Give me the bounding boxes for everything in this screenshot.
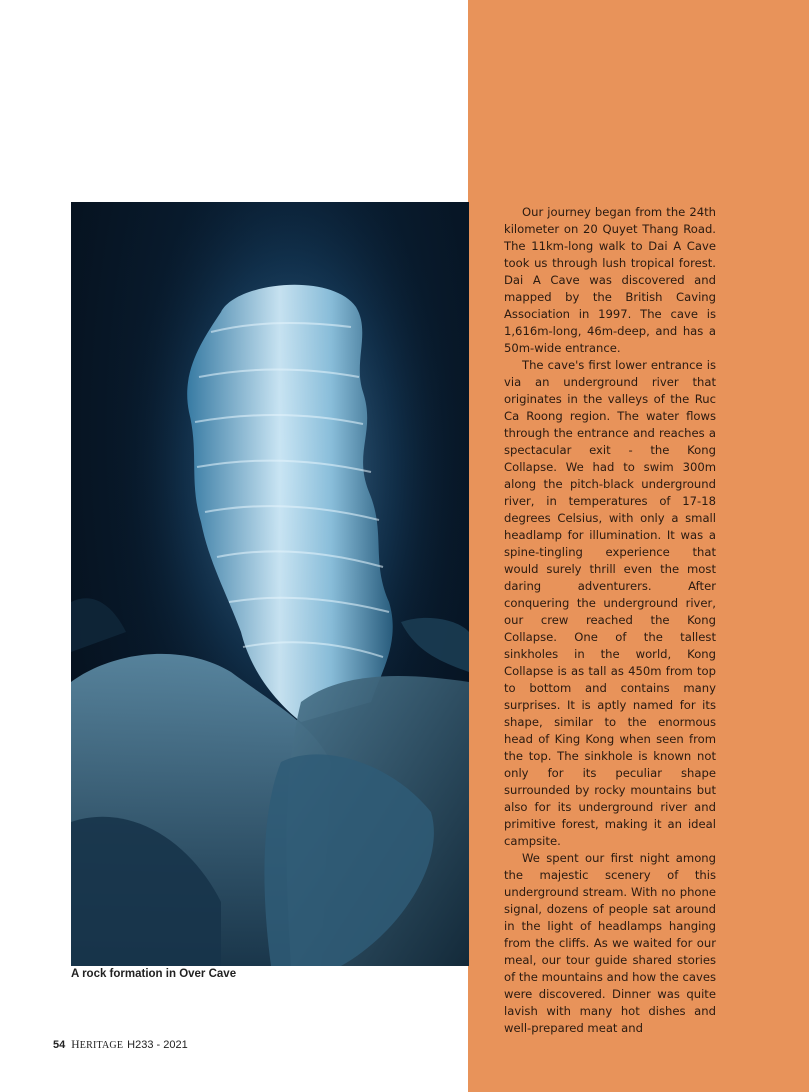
article-body bbox=[504, 204, 716, 1037]
magazine-name-rest: ERITAGE bbox=[79, 1040, 124, 1051]
article-paragraph-1: Our journey began from the 24th kilometer on 20 Quyet Thang Road. The 11km-long walk to Dai A Cave took us through lush tropical forest. Dai A Cave was discovered and mapped by the British Caving Association in 1997. The cave is 1,616m-long, 46m-deep, and has a 50m-wide entrance. bbox=[504, 205, 716, 355]
magazine-name-initial: H bbox=[71, 1039, 80, 1051]
page-number: 54 bbox=[53, 1039, 66, 1051]
magazine-name bbox=[71, 1040, 123, 1051]
page-footer bbox=[53, 1039, 188, 1051]
photo-caption: A rock formation in Over Cave bbox=[71, 968, 237, 980]
issue-number: H233 - 2021 bbox=[127, 1039, 188, 1051]
cave-rock-formation-photo bbox=[71, 202, 469, 966]
article-paragraph-2: The cave's first lower entrance is via an underground river that originates in the valleys of the Ruc Ca Roong region. The water flows through the entrance and reaches a spectacular exit - the Kong Collapse. We had to swim 300m along the pitch-black underground river, in temperatures of 17-18 degrees Celsius, with only a small headlamp for illumination. It was a spine-tingling experience that would surely thrill even the most daring adventurers. After conquering the underground river, our crew reached the Kong Collapse. One of the tallest sinkholes in the world, Kong Collapse is as tall as 450m from top to bottom and contains many surprises. It is aptly named for its shape, similar to the enormous head of King Kong when seen from the top. The sinkhole is known not only for its peculiar shape surrounded by rocky mountains but also for its underground river and primitive forest, making it an ideal campsite. bbox=[504, 358, 716, 848]
article-paragraph-3: We spent our first night among the majestic scenery of this underground stream. With no phone signal, dozens of people sat around in the light of headlamps hanging from the cliffs. As we waited for our meal, our tour guide shared stories of the mountains and how the caves were discovered. Dinner was quite lavish with many hot dishes and well-prepared meat and bbox=[504, 851, 716, 1035]
